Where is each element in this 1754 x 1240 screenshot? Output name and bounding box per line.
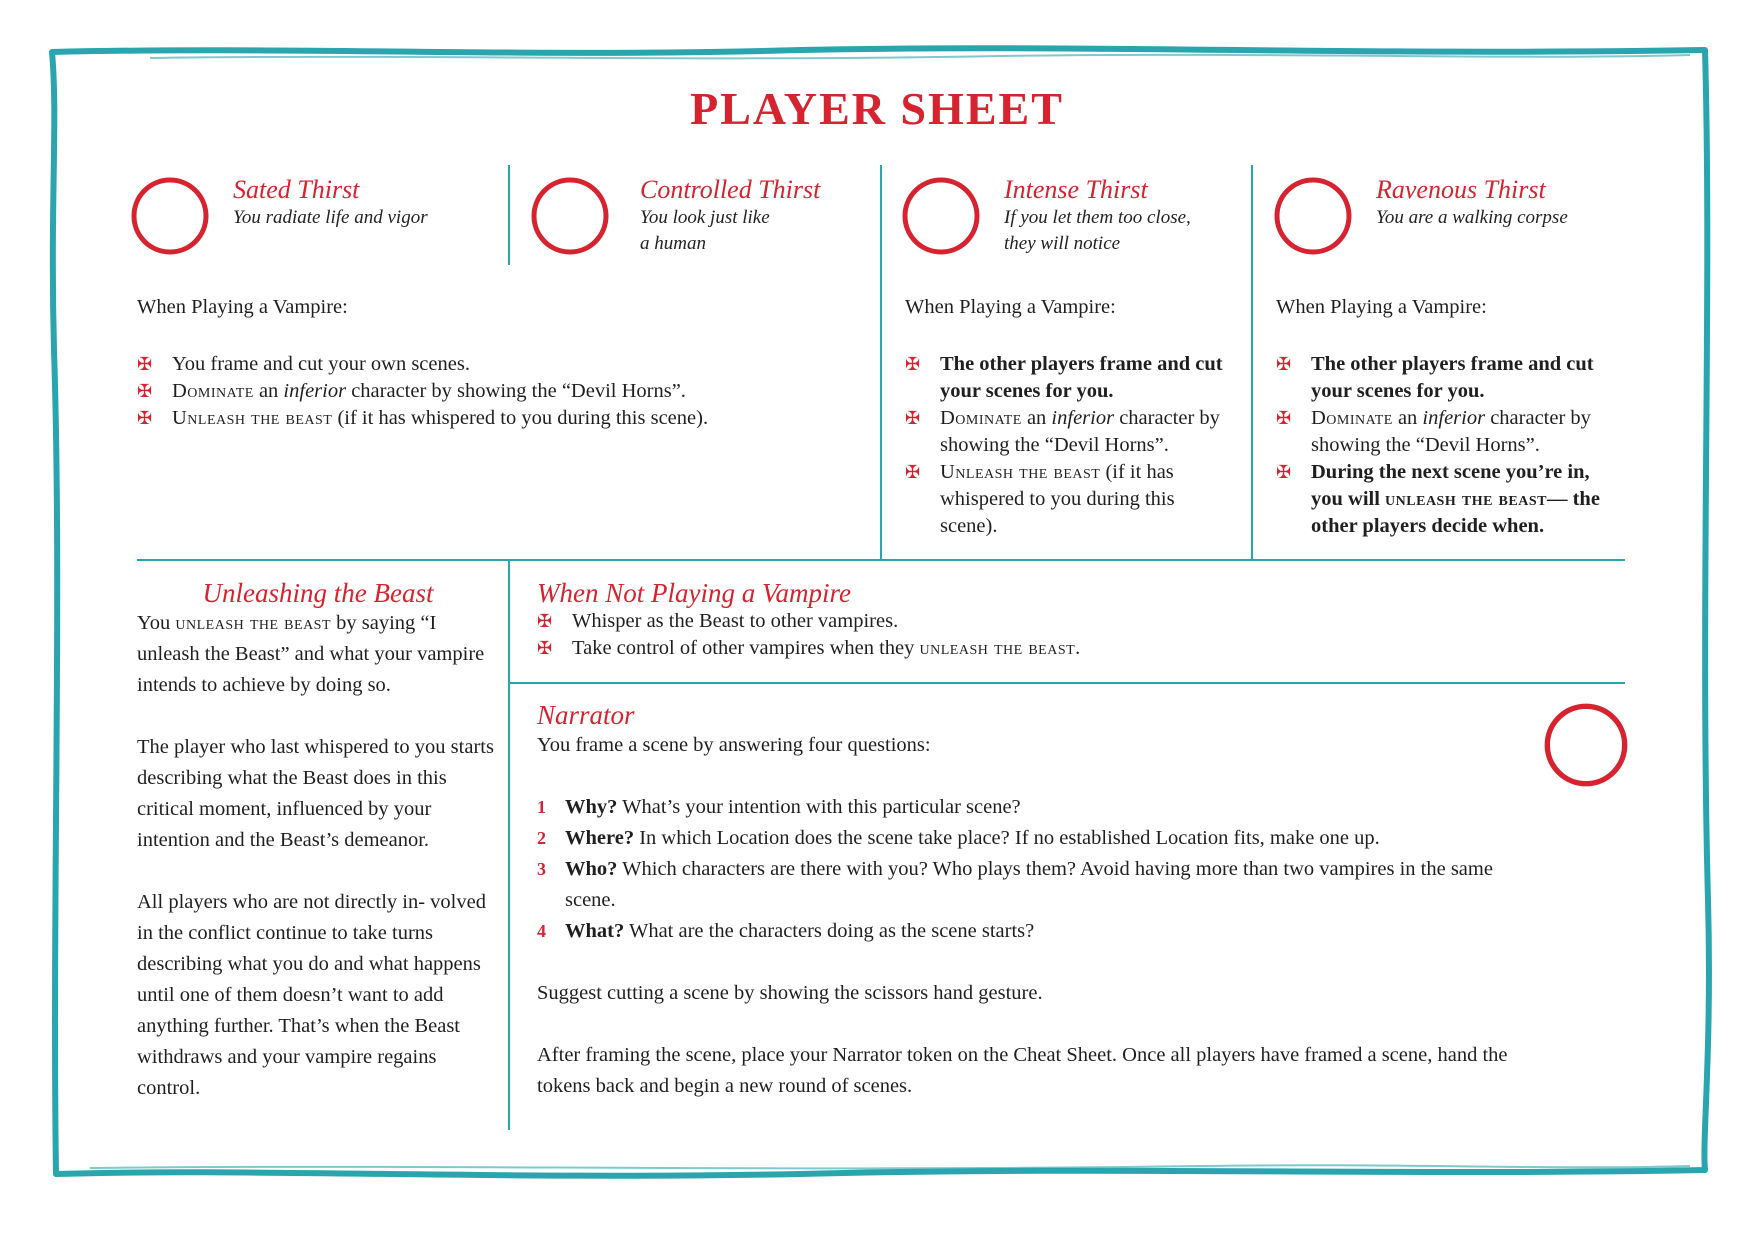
paragraph: You unleash the beast by saying “I unleash the Beast” and what your vampire intends to achieve by doing so.	[137, 612, 485, 696]
paragraph: You frame a scene by answering four questions:	[537, 734, 931, 756]
divider	[1251, 165, 1253, 560]
cross-pattee-icon: ✠	[537, 611, 553, 631]
cross-pattee-icon: ✠	[1276, 408, 1292, 428]
unleashing-section	[137, 578, 499, 1104]
list-item: ✠ The other players frame and cut your scenes for you.	[1276, 353, 1594, 402]
list-item: 3 Who? Which characters are there with you? Who plays them? Avoid having more than two vampires in the same scene.	[537, 858, 1493, 911]
paragraph: After framing the scene, place your Narrator token on the Cheat Sheet. Once all players have framed a scene, hand the tokens back and begin a new round of scenes.	[537, 1044, 1508, 1097]
list-item: ✠ Dominate an inferior character by showing the “Devil Horns”.	[905, 407, 1220, 456]
blood-ring-icon[interactable]	[1273, 176, 1353, 256]
divider	[880, 165, 882, 560]
list-item: 4 What? What are the characters doing as the scene starts?	[537, 920, 1035, 942]
thirst-ravenous	[1376, 175, 1616, 231]
cross-pattee-icon: ✠	[1276, 462, 1292, 482]
list-item: ✠ Dominate an inferior character by showing the “Devil Horns”.	[1276, 407, 1591, 456]
thirst-title: Ravenous Thirst	[1376, 175, 1546, 204]
section-title: Narrator	[537, 700, 635, 730]
paragraph: The player who last whispered to you starts describing what the Beast does in this critical moment, influenced by your intention and the Beast’s demeanor.	[137, 736, 494, 851]
list-item: ✠ Unleash the beast (if it has whispered to you during this scene).	[905, 461, 1175, 537]
thirst-title: Sated Thirst	[233, 175, 360, 204]
cross-pattee-icon: ✠	[137, 381, 153, 401]
thirst-subtitle: You radiate life and vigor	[233, 207, 428, 228]
thirst-title: Controlled Thirst	[640, 175, 821, 204]
thirst-subtitle: You look just like	[640, 207, 770, 228]
divider	[508, 560, 510, 1130]
cross-pattee-icon: ✠	[137, 408, 153, 428]
cross-pattee-icon: ✠	[905, 354, 921, 374]
cross-pattee-icon: ✠	[537, 638, 553, 658]
list-item: ✠ Dominate an inferior character by showing the “Devil Horns”.	[137, 378, 857, 405]
paragraph: Suggest cutting a scene by showing the scissors hand gesture.	[537, 982, 1043, 1004]
blood-ring-icon[interactable]	[530, 176, 610, 256]
divider	[508, 165, 510, 265]
list-item: ✠ Whisper as the Beast to other vampires.	[537, 608, 1617, 635]
blood-ring-icon[interactable]	[901, 176, 981, 256]
cross-pattee-icon: ✠	[905, 462, 921, 482]
list-item: ✠ The other players frame and cut your scenes for you.	[905, 353, 1223, 402]
not-playing-section	[537, 578, 1617, 662]
thirst-sated	[233, 175, 493, 231]
thirst-subtitle: a human	[640, 233, 706, 254]
rules-heading: When Playing a Vampire:	[137, 296, 348, 318]
divider	[508, 682, 1625, 684]
thirst-subtitle: If you let them too close,	[1004, 207, 1191, 228]
list-item: ✠ Take control of other vampires when they unleash the beast.	[537, 635, 1617, 662]
list-item: 2 Where? In which Location does the scene take place? If no established Location fits, make one up.	[537, 827, 1380, 849]
narrator-section	[537, 700, 1527, 1102]
list-item: 1 Why? What’s your intention with this particular scene?	[537, 796, 1021, 818]
calm-rules-section	[137, 294, 857, 432]
list-item: ✠ During the next scene you’re in, you will unleash the beast— the other players decide when.	[1276, 461, 1600, 537]
thirst-subtitle: You are a walking corpse	[1376, 207, 1568, 228]
blood-ring-icon[interactable]	[130, 176, 210, 256]
section-title: Unleashing the Beast	[202, 578, 434, 608]
ravenous-rules-section	[1276, 294, 1616, 540]
section-title: When Not Playing a Vampire	[537, 578, 851, 608]
thirst-subtitle: they will notice	[1004, 233, 1121, 254]
list-item: ✠ Unleash the beast (if it has whispered to you during this scene).	[137, 405, 857, 432]
divider	[137, 559, 1625, 561]
intense-rules-section	[905, 294, 1235, 540]
cross-pattee-icon: ✠	[905, 408, 921, 428]
cross-pattee-icon: ✠	[137, 354, 153, 374]
paragraph: All players who are not directly in- volved in the conflict continue to take turns describing what you do and what happens until one of them doesn’t want to add anything further. That’s when the Beast withdraws and your vampire regains control.	[137, 891, 486, 1099]
rules-heading: When Playing a Vampire:	[905, 296, 1116, 318]
thirst-intense	[1004, 175, 1244, 257]
thirst-controlled	[640, 175, 870, 257]
cross-pattee-icon: ✠	[1276, 354, 1292, 374]
rules-heading: When Playing a Vampire:	[1276, 296, 1487, 318]
page-title: PLAYER SHEET	[690, 83, 1064, 134]
thirst-title: Intense Thirst	[1004, 175, 1148, 204]
blood-ring-icon[interactable]	[1543, 702, 1629, 788]
list-item: ✠ You frame and cut your own scenes.	[137, 351, 857, 378]
